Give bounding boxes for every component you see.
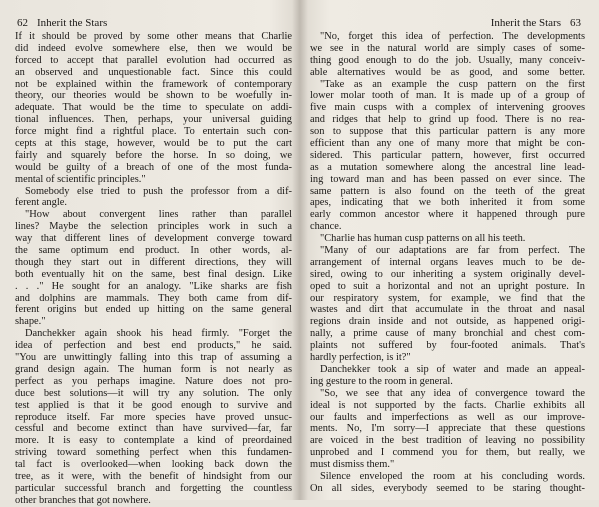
text-line: are voiced in the best tradition of leaving no possibility <box>310 435 585 447</box>
text-line: lower molar tooth of man. It is made up of a group of <box>310 90 585 102</box>
text-line: our faults and imperfections as well as our improve- <box>310 411 585 423</box>
text-line: tional influences. Then, perhaps, your universal guiding <box>15 114 292 126</box>
text-line: son to suppose that this particular pattern is any more <box>310 126 585 138</box>
text-line: reproduce itself. Far more species have proved unsuc- <box>15 411 292 423</box>
text-line: . . ." He sought for an analogy. "Like sharks are fish <box>15 280 292 292</box>
text-line: same pattern is also found on the teeth of the great <box>310 185 585 197</box>
text-line: Somebody else tried to push the professor from a dif- <box>25 185 292 197</box>
text-line: the same optimum end product. In other words, al- <box>15 245 292 257</box>
text-line: wastes and dirt that accumulate in the throat and nasal <box>310 304 585 316</box>
text-line: nally, a prime cause of many bronchial and chest com- <box>310 328 585 340</box>
text-line: our respiratory system, for example, we find that the <box>310 292 585 304</box>
text-line: "No, forget this idea of perfection. The developments <box>320 31 585 42</box>
text-line: though they start out in different directions, they will <box>15 256 292 268</box>
text-line: On all sides, everybody seemed to be staring thought- <box>310 482 585 494</box>
text-line: early common ancestor where it happened through pure <box>310 209 585 221</box>
text-line: Danchekker again shook his head firmly. "Forget the <box>25 328 292 340</box>
right-running-head <box>310 15 585 31</box>
text-line: chance. <box>310 221 342 233</box>
text-line: ideal is not supported by the facts. Charlie exhibits all <box>310 399 585 411</box>
text-line: thing good enough to do the job. Usually, many conceiv- <box>310 54 585 66</box>
text-line: did indeed evolve somewhere else, then we would be <box>15 42 292 54</box>
text-line: "Take as an example the cusp pattern on the first <box>320 78 585 90</box>
text-line: Danchekker took a sip of water and made an appeal- <box>320 363 585 375</box>
left-page-body <box>15 31 292 507</box>
text-line: lines? Maybe the selection principles work in such a <box>15 221 292 233</box>
text-line: would be guilty of a breach of one of the most funda- <box>15 161 292 173</box>
text-line: apes, indicating that we both inherited it from some <box>310 197 585 209</box>
left-page <box>0 0 300 506</box>
text-line: as a mutation somewhere along the ancestral line lead- <box>310 161 585 173</box>
left-running-head <box>15 15 292 31</box>
text-line: other branches that got nowhere. <box>15 494 151 506</box>
text-line: hardly perfection, is it?" <box>310 352 411 364</box>
text-line: duce best solutions—it will try any solution. The only <box>15 387 292 399</box>
text-line: striving toward something perfect when this fundamen- <box>15 447 292 459</box>
text-line: ing toward man and has been passed on ever since. The <box>310 173 585 185</box>
text-line: not be explained within the framework of contemporary <box>15 78 292 90</box>
text-line: efficient than any one of many more that might be con- <box>310 138 585 150</box>
text-line: ferent origins but ended up hitting on the same general <box>15 304 292 316</box>
text-line: ferent angle. <box>15 197 67 209</box>
text-line: test applied is that it be good enough to survive and <box>15 399 292 411</box>
text-line: "Charlie has human cusp patterns on all his teeth. <box>320 233 526 245</box>
text-line: forced to accept that parallel evolution had occurred as <box>15 54 292 66</box>
text-line: unprobed and I commend you for them, but really, we <box>310 447 585 459</box>
text-line: more. It is easy to contemplate a kind of preordained <box>15 435 292 447</box>
text-line: force might find a rightful place. To entertain such con- <box>15 126 292 138</box>
right-page-body <box>310 31 585 495</box>
text-line: "So, we see that any idea of convergence toward the <box>320 387 585 399</box>
text-line: "How about convergent lines rather than parallel <box>25 209 292 221</box>
left-page-number: 62 <box>17 17 28 29</box>
text-line: way that different lines of development converge toward <box>15 233 292 245</box>
text-line: "Many of our adaptations are far from perfect. The <box>320 245 585 257</box>
right-page <box>300 0 599 500</box>
text-line: sidered. This particular pattern, however, first occurred <box>310 149 585 161</box>
text-line: tree, as it were, with the benefit of hindsight from our <box>15 470 292 482</box>
right-page-number: 63 <box>570 17 581 29</box>
text-line: plaints not suffered by four-footed animals. That's <box>310 340 585 352</box>
text-line: If it should be proved by some other means that Charlie <box>15 31 292 42</box>
text-line: fairly and squarely before the horse. In so doing, we <box>15 149 292 161</box>
left-running-title: Inherit the Stars <box>37 17 108 29</box>
text-line: and ridges that help to grind up food. There is no rea- <box>310 114 585 126</box>
text-line: ments. No, I'm sorry—I appreciate that these questions <box>310 423 585 435</box>
text-line: "You are unwittingly falling into this trap of assuming a <box>15 352 292 364</box>
text-line: five main cusps with a complex of intervening grooves <box>310 102 585 114</box>
right-running-title: Inherit the Stars <box>490 17 561 29</box>
text-line: adequate. That would be the time to speculate on addi- <box>15 102 292 114</box>
text-line: Silence enveloped the room at his concluding words. <box>320 470 585 482</box>
text-line: arrangement of internal organs leaves much to be de- <box>310 256 585 268</box>
text-line: oped to suit a horizontal and not an upright posture. In <box>310 280 585 292</box>
text-line: cepts at this stage, however, would be to put the cart <box>15 138 292 150</box>
text-line: an observed and unquestionable fact. Since this could <box>15 66 292 78</box>
text-line: cessful and become extinct than have survived—far, far <box>15 423 292 435</box>
text-line: must dismiss them." <box>310 459 395 471</box>
text-line: we see in the natural world are simply cases of some- <box>310 42 585 54</box>
text-line: grand design again. The human form is not nearly as <box>15 363 292 375</box>
text-line: perfect as you perhaps imagine. Nature does not pro- <box>15 375 292 387</box>
text-line: tal fact is overlooked—when looking back down the <box>15 459 292 471</box>
text-line: theory, our theories would be shown to be woefully in- <box>15 90 292 102</box>
text-line: able alternatives would be as good, and some better. <box>310 66 585 78</box>
text-line: both eventually hit on the same, best final design. Like <box>15 268 292 280</box>
text-line: particular successful branch and forgetting the countless <box>15 482 292 494</box>
text-line: mental of scientific principles." <box>15 173 146 185</box>
text-line: idea of perfection and best end products," he said. <box>15 340 292 352</box>
text-line: sired, owing to our inheriting a system originally devel- <box>310 268 585 280</box>
text-line: and dolphins are mammals. They both came from dif- <box>15 292 292 304</box>
text-line: ing gesture to the room in general. <box>310 375 453 387</box>
text-line: shape." <box>15 316 46 328</box>
text-line: regions drain inside and not outside, as happened origi- <box>310 316 585 328</box>
